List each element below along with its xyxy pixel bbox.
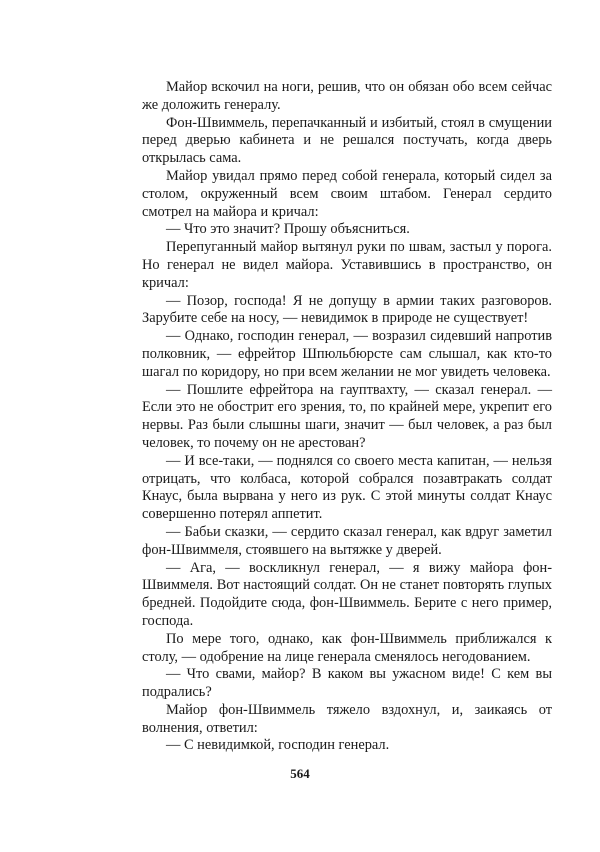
paragraph: — Что это значит? Прошу объясниться.	[166, 221, 410, 238]
paragraph: Майор вскочил на ноги, решив, что он обязан обо всем сейчас же доложить генералу.	[142, 79, 552, 113]
paragraph: — И все-таки, — поднялся со своего места капитан, — нельзя отрицать, что колбаса, которой собрался позавтракать солдат Кнаус, была вырвана у него из рук. С этой минуты солдат Кнаус совершенно потерял аппетит.	[142, 452, 552, 523]
paragraph: По мере того, однако, как фон-Швиммель приближался к столу, — одобрение на лице генерала сменялось негодованием.	[142, 630, 552, 665]
paragraph: — Однако, господин генерал, — возразил сидевший напротив полковник, — ефрейтор Шпюльбюрсте сам слышал, как кто-то шагал по коридору, но при всем желании не мог увидеть человека.	[142, 328, 552, 380]
paragraph: Фон-Швиммель, перепачканный и избитый, стоял в смущении перед дверью кабинета и не решался постучать, когда дверь открылась сама.	[142, 114, 552, 167]
paragraph: — Что свами, майор? В каком вы ужасном виде! С кем вы подрались?	[142, 666, 552, 701]
paragraph: — Пошлите ефрейтора на гауптвахту, — сказал генерал. — Если это не обострит его зрения, то, по крайней мере, укрепит его нервы. Раз были слышны шаги, значит — был человек, а раз был человек, то почему он не арестован?	[142, 381, 552, 451]
body-text	[142, 79, 552, 755]
paragraph: — Бабьи сказки, — сердито сказал генерал, как вдруг заметил фон-Швиммеля, стоявшего на вытяжке у дверей.	[142, 523, 552, 558]
paragraph: — С невидимкой, господин генерал.	[166, 737, 390, 754]
paragraph: — Позор, господа! Я не допущу в армии таких разговоров. Зарубите себе на носу, — невидимок в природе не существует!	[142, 292, 552, 327]
paragraph: Майор фон-Швиммель тяжело вздохнул, и, заикаясь от волнения, ответил:	[142, 701, 552, 736]
paragraph: — Ага, — воскликнул генерал, — я вижу майора фон-Швиммеля. Вот настоящий солдат. Он не станет повторять глупых бредней. Подойдите сюда, фон-Швиммель. Берите с него пример, господа.	[142, 559, 552, 629]
paragraph: Перепуганный майор вытянул руки по швам, застыл у порога. Но генерал не видел майора. Уставившись в пространство, он кричал:	[142, 239, 552, 291]
page-number: 564	[290, 766, 310, 781]
paragraph: Майор увидал прямо перед собой генерала, который сидел за столом, окруженный всем своим штабом. Генерал сердито смотрел на майора и кричал:	[142, 167, 552, 220]
